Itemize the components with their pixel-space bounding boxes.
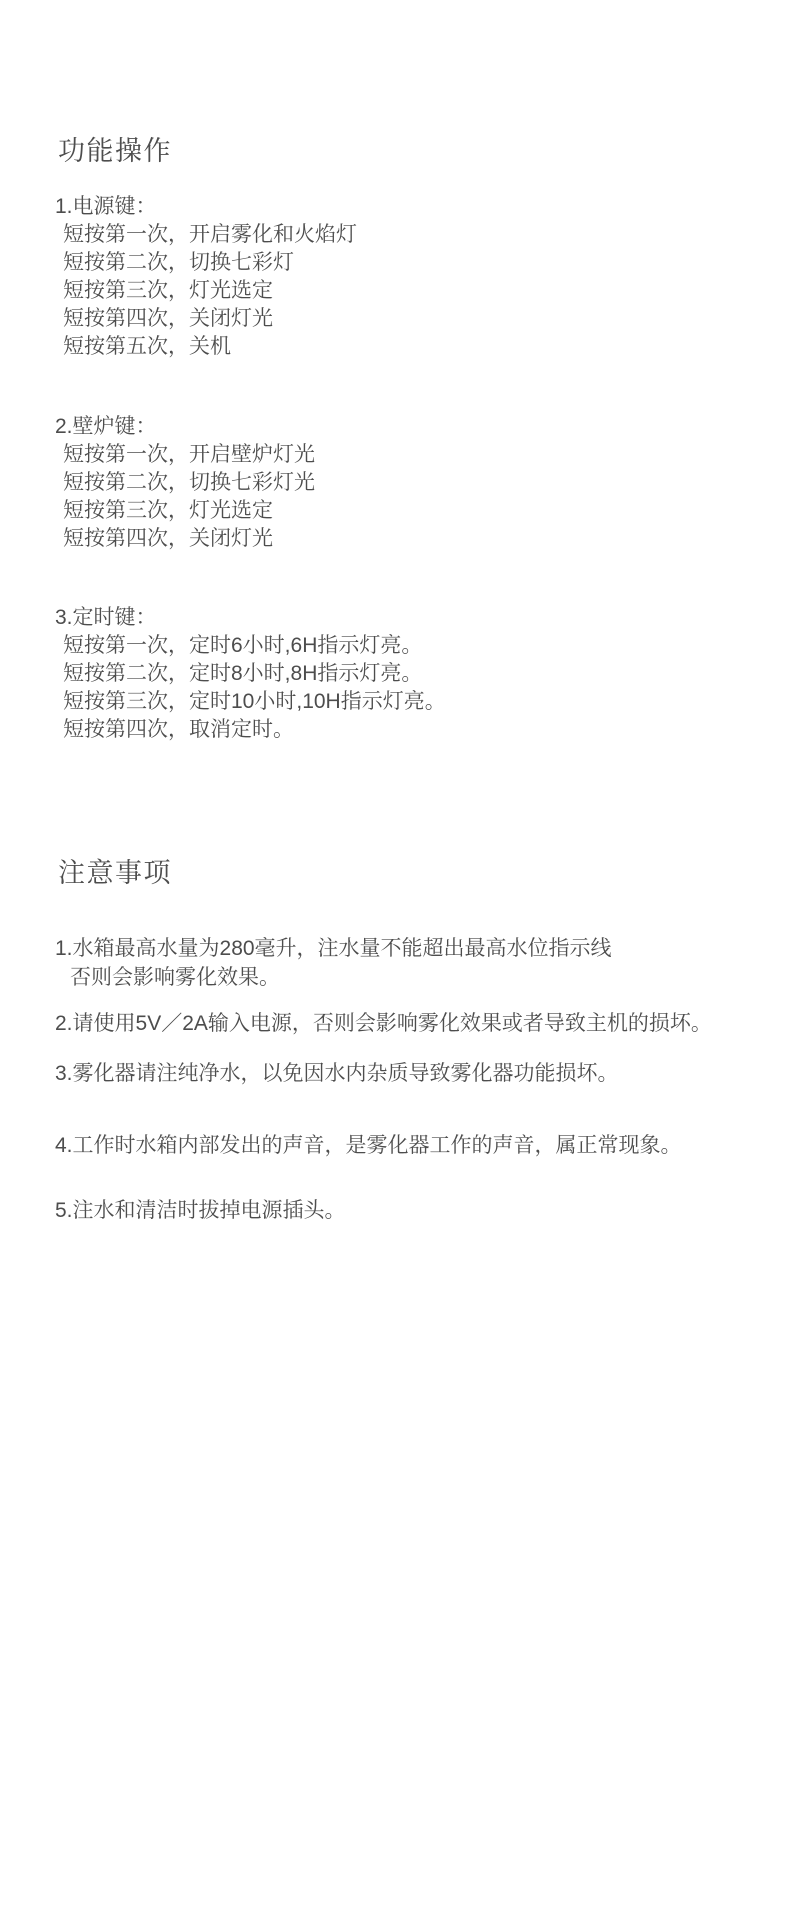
fireplace-button-heading: 2.壁炉键： (55, 415, 157, 438)
function-section-title: 功能操作 (58, 136, 172, 166)
fireplace-button-group (0, 413, 800, 553)
timer-button-group (0, 604, 800, 744)
power-button-heading: 1.电源键： (55, 195, 157, 218)
instruction-line: 短按第三次，定时10小时,10H指示灯亮。 (63, 690, 446, 713)
instruction-line: 短按第一次，开启壁炉灯光 (63, 443, 315, 466)
instruction-line: 短按第五次，关机 (63, 335, 231, 358)
power-button-group (0, 193, 800, 361)
notice-item-2 (55, 1009, 800, 1038)
notice-line: 1.水箱最高水量为280毫升，注水量不能超出最高水位指示线 (55, 937, 612, 960)
notice-item-1 (55, 934, 800, 992)
instruction-line: 短按第一次，定时6小时,6H指示灯亮。 (63, 634, 423, 657)
notice-line: 4.工作时水箱内部发出的声音，是雾化器工作的声音，属正常现象。 (55, 1134, 682, 1157)
instruction-line: 短按第一次，开启雾化和火焰灯 (63, 223, 357, 246)
instruction-line: 短按第四次，关闭灯光 (63, 307, 273, 330)
instruction-line: 短按第四次，关闭灯光 (63, 527, 273, 550)
instruction-line: 短按第三次，灯光选定 (63, 499, 273, 522)
instruction-line: 短按第二次，切换七彩灯 (63, 251, 294, 274)
manual-page (0, 138, 800, 1910)
notice-item-5 (55, 1196, 800, 1225)
instruction-line: 短按第二次，切换七彩灯光 (63, 471, 315, 494)
instruction-line: 短按第二次，定时8小时,8H指示灯亮。 (63, 662, 423, 685)
notice-line: 2.请使用5V／2A输入电源，否则会影响雾化效果或者导致主机的损坏。 (55, 1012, 712, 1035)
instruction-line: 短按第四次，取消定时。 (63, 718, 294, 741)
notice-item-3 (55, 1059, 800, 1088)
notice-section-title: 注意事项 (58, 858, 172, 888)
instruction-line: 短按第三次，灯光选定 (63, 279, 273, 302)
notice-item-4 (55, 1131, 800, 1160)
notice-line: 3.雾化器请注纯净水，以免因水内杂质导致雾化器功能损坏。 (55, 1062, 619, 1085)
timer-button-heading: 3.定时键： (55, 606, 157, 629)
notice-line: 5.注水和清洁时拔掉电源插头。 (55, 1199, 346, 1222)
notice-line-continuation: 否则会影响雾化效果。 (70, 966, 280, 989)
